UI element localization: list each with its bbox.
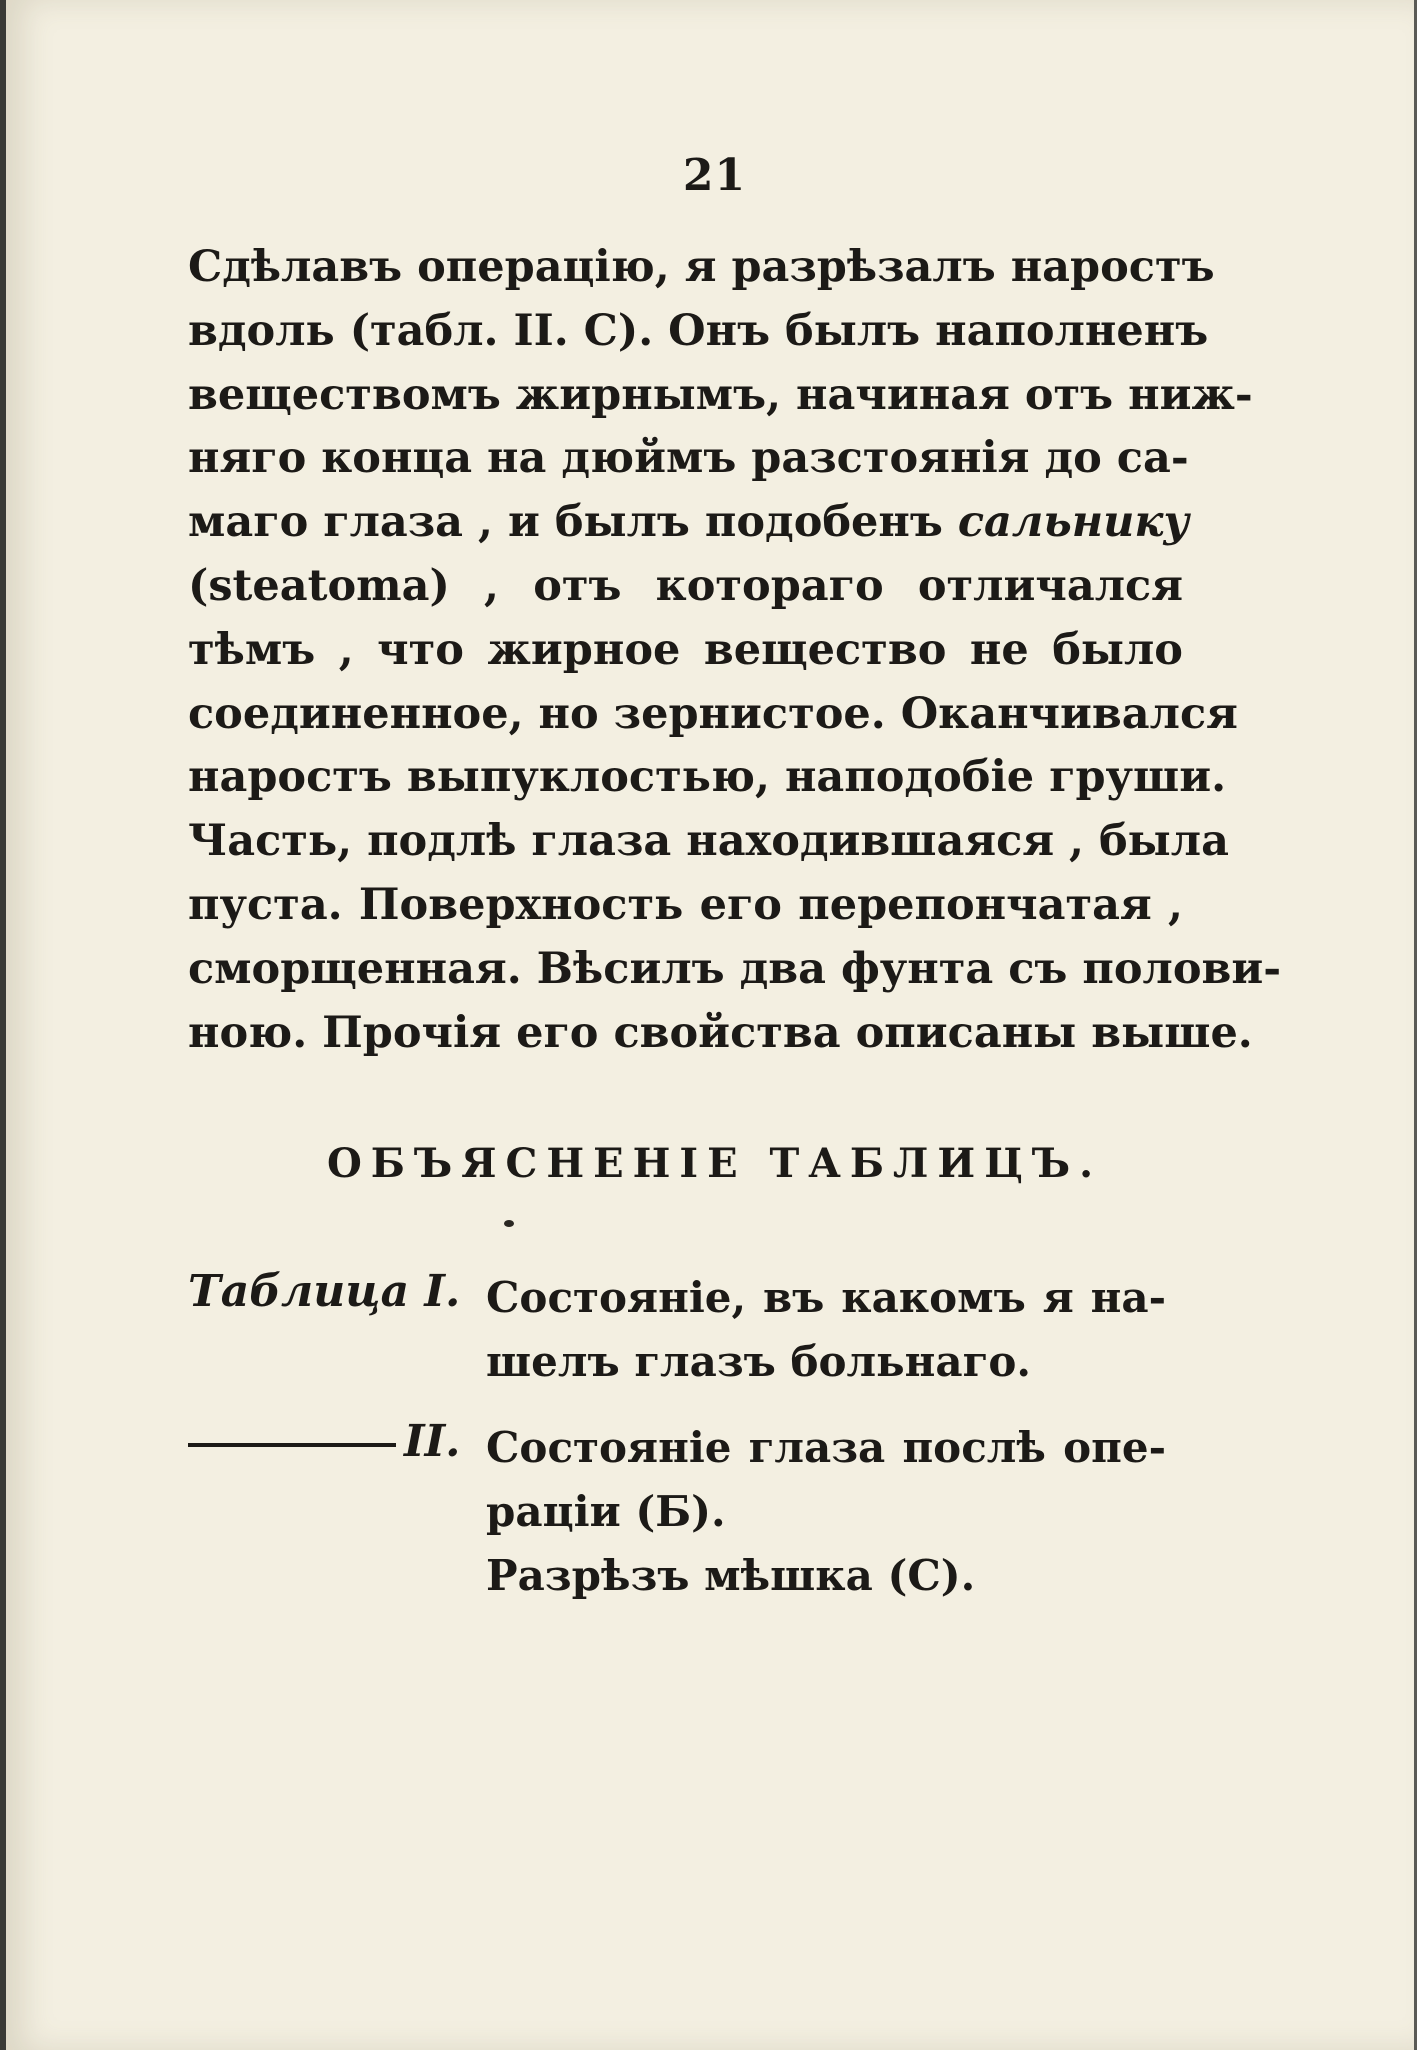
body-line: веществомъ жирнымъ, начиная отъ ниж- [188,369,1253,420]
body-line: вдоль (табл. II. С). Онъ былъ наполненъ [188,305,1209,356]
page-number: 21 [682,150,747,201]
legend-label-row [188,1416,460,1467]
body-line: соединенное, но зернистое. Оканчивался [188,688,1238,739]
legend-description [486,1266,1166,1394]
body-line: сморщенная. Вѣсилъ два фунта съ полови- [188,943,1282,994]
body-paragraph [188,236,1282,1065]
legend-text-line: раціи (Б). [486,1487,726,1536]
body-line: ною. Прочія его свойства описаны выше. [188,1007,1253,1058]
legend-entry-table-1 [188,1266,1188,1416]
legend-text-line: Состояніе, въ какомъ я на- [486,1273,1166,1322]
body-line: няго конца на дюймъ разстоянія до са- [188,433,1189,484]
legend-entry-table-2 [188,1416,1188,1626]
body-line-text: маго глаза , и былъ подобенъ [188,497,958,548]
body-line: (steatoma) , отъ котораго отличался [188,560,1183,611]
body-line: Сдѣлавъ операцію, я разрѣзалъ наростъ [188,242,1215,292]
ornament-dot [504,1220,514,1227]
body-line: тѣмъ , что жирное вещество не было [188,624,1183,675]
body-line: Часть, подлѣ глаза находившаяся , была [188,816,1229,867]
legend-label: Таблица I. [188,1266,461,1317]
italic-term: сальнику [957,497,1190,548]
body-line: пуста. Поверхность его перепончатая , [188,879,1183,930]
body-line: наростъ выпуклостью, наподобіе груши. [188,752,1227,803]
legend-text-line: Состояніе глаза послѣ опе- [486,1423,1166,1472]
legend-text-line: шелъ глазъ больнаго. [486,1337,1031,1386]
legend-label: II. [404,1416,461,1467]
body-line-with-italic [188,491,1190,555]
section-heading: ОБЪЯСНЕНІЕ ТАБЛИЦЪ. [326,1140,1103,1187]
legend-text-line: Разрѣзъ мѣшка (С). [486,1551,976,1600]
plates-legend [188,1266,1188,1626]
legend-description [486,1416,1166,1608]
ditto-dash [188,1443,396,1447]
